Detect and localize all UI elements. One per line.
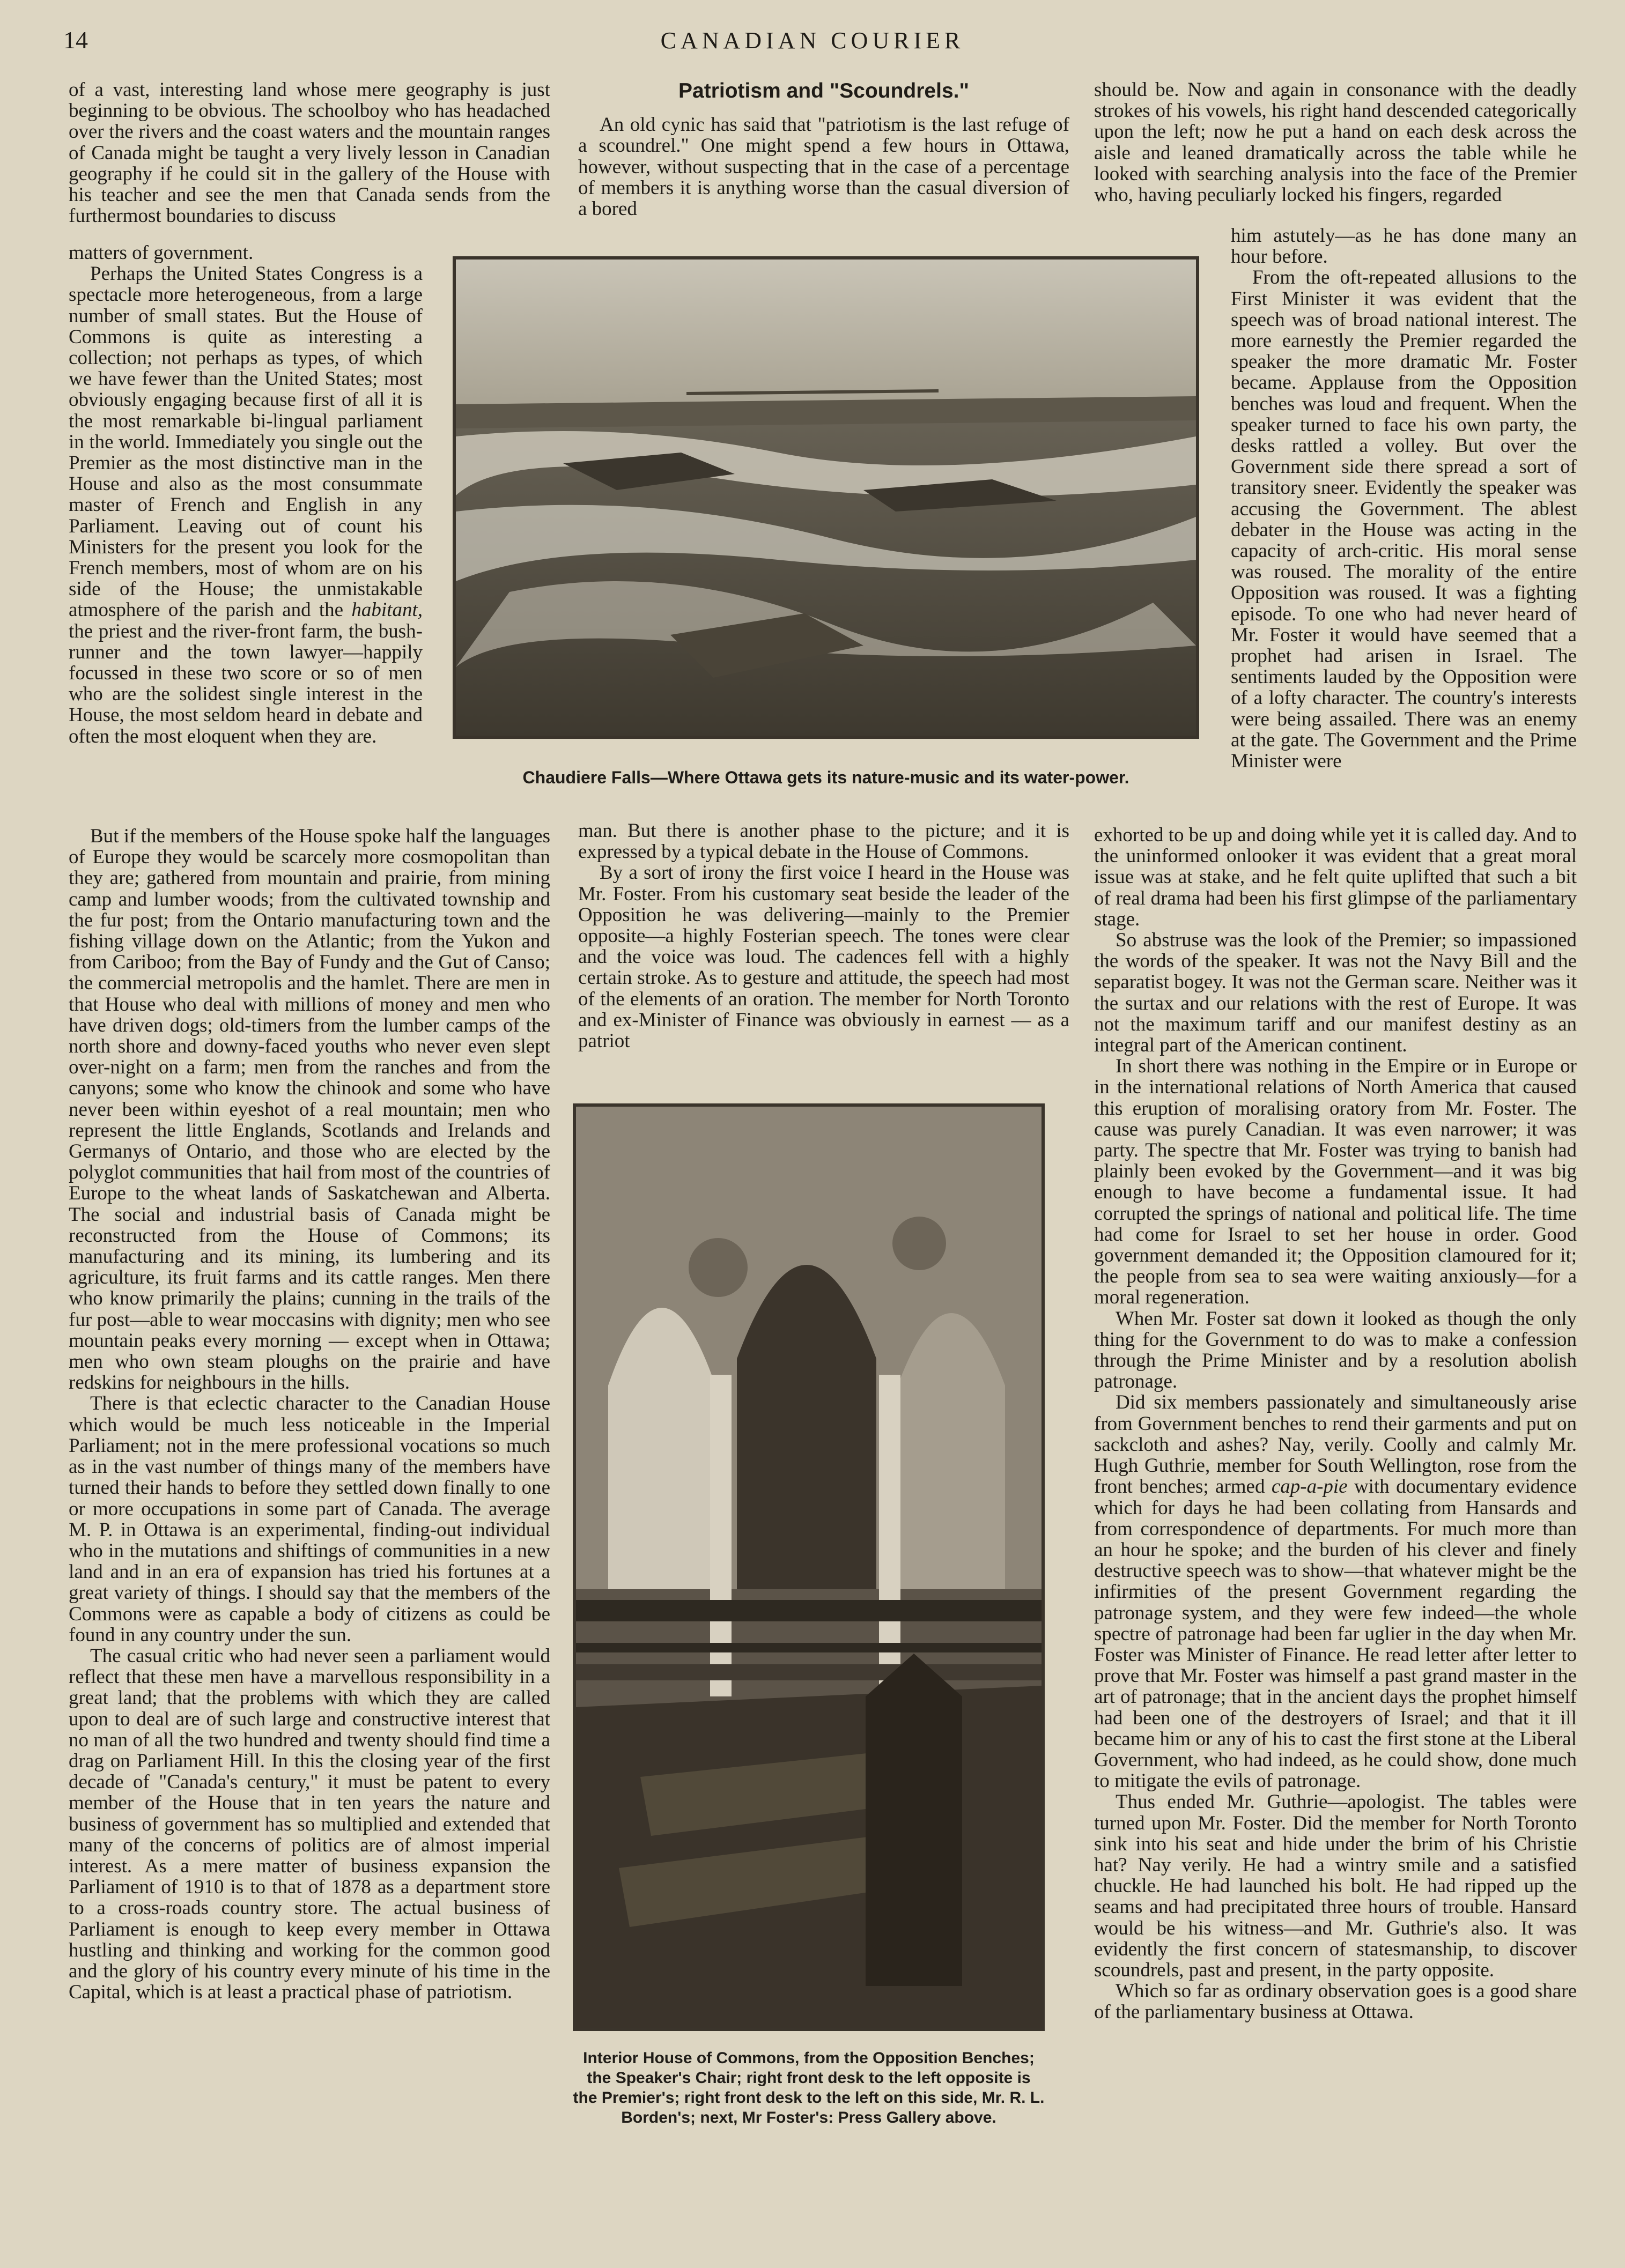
paragraph: should be. Now and again in consonance with the deadly strokes of his vowels, his right hand descended categorically upon the left; now he put a hand on each desk across the aisle and leaned dramatically across the table while he looked with searching analysis into the face of the Premier who, having peculiarly locked his fingers, regarded (1094, 79, 1577, 206)
house-of-commons-photograph (573, 1103, 1045, 2031)
paragraph: of a vast, interesting land whose mere geography is just beginning to be obvious. The schoolboy who has headached over the rivers and the coast waters and the mountain ranges of Canada might be taught a very lively lesson in Canadian geography if he could sit in the gallery of the House with his teacher and see the men that Canada sends from the furthermost boundaries to discuss (69, 79, 550, 227)
commons-interior-illustration (576, 1107, 1042, 2028)
paragraph: The casual critic who had never seen a parliament would reflect that these men have a marvellous responsibility in a great land; that the problems with which they are called upon to deal are of such large and constructive interest that no man of all the two hundred and twenty should find time a drag on Parliament Hill. In this the closing year of the first decade of "Canada's century," it must be patent to every member of the House that in ten years the nature and business of government has so multiplied and extended that many of the concerns of politics are of almost imperial interest. As a mere matter of business expansion the Parliament of 1910 is to that of 1878 as a department store to a cross-roads country store. The actual business of Parliament is enough to keep every member in Ottawa hustling and thinking and working for the common good and the glory of his country every minute of his time in the Capital, which is at least a practical phase of patriotism. (69, 1644, 550, 2004)
column-1-main (69, 826, 550, 2003)
paragraph: By a sort of irony the first voice I heard in the House was Mr. Foster. From his customary seat beside the leader of the Opposition he was delivering—mainly to the Premier opposite—a highly Fosterian speech. The tones were clear and the voice was loud. The cadences fell with a highly certain stroke. As to gesture and attitude, the speech had most of the elements of an oration. The member for North Toronto and ex-Minister of Finance was obviously in earnest — as a patriot (578, 862, 1069, 1053)
column-2-top (578, 80, 1069, 219)
falls-photograph (453, 256, 1199, 739)
paragraph: Perhaps the United States Congress is a spectacle more heterogeneous, from a large number of small states. But the House of Commons is quite as interesting a collection; not perhaps as types, of which we have fewer than the United States; most obviously engaging because first of all it is the most remarkable bi-lingual parliament in the world. Immediately you single out the Premier as the most distinctive man in the House and also as the most consummate master of French and English in any Parliament. Leaving out of count his Ministers for the present you look for the French members, most of whom are on his side of the House; the unmistakable atmosphere of the parish and the habitant, the priest and the river-front farm, the bush-runner and the town lawyer—happily focussed in these two score or so of men who are the solidest single interest in the House, the most seldom heard in debate and often the most eloquent when they are. (69, 263, 423, 747)
italic-term: cap-a-pie (1271, 1476, 1348, 1498)
paragraph: him astutely—as he has done many an hour before. (1231, 225, 1577, 268)
column-2-mid (578, 820, 1069, 1051)
column-3-main (1094, 825, 1577, 2023)
paragraph: Did six members passionately and simultaneously arise from Government benches to rend their garments and put on sackcloth and ashes? Nay, verily. Coolly and calmly Mr. Hugh Guthrie, member for South Wellington, rose from the front benches; armed cap-a-pie with documentary evidence which for days he had been collating from Hansards and from correspondence of departments. For much more than an hour he spoke; and the burden of his clever and finely destructive speech was to show—that whatever might be the infirmities of the present Government regarding the patronage system, and they were few indeed—the whole spectre of patronage had been far uglier in the day when Mr. Foster was Minister of Finance. He read letter after letter to prove that Mr. Foster was himself a past grand master in the art of patronage; that in the ancient days the prophet himself had been one of the destroyers of Israel; and that it ill became him or any of his to cast the first stone at the Liberal Government, who had indeed, as he could show, done much to mitigate the evils of patronage. (1094, 1391, 1577, 1792)
column-1-top (69, 79, 550, 226)
falls-photo-illustration (456, 260, 1196, 736)
paragraph: But if the members of the House spoke half the languages of Europe they would be scarcely more cosmopolitan than they are; gathered from mountain and prairie, from mining camp and lumber woods; from the cultivated township and the fur post; from the Ontario manufacturing town and the fishing village down on the Atlantic; from the Yukon and from Cariboo; from the Bay of Fundy and the Gut of Canso; the commercial metropolis and the hamlet. There are men in that House who deal with millions of money and men who have driven dogs; old-timers from the lumber camps of the north shore and downy-faced youths who never even slept over-night on a farm; men from the ranches and from the canyons; some who know the chinook and some who have never been within eyeshot of a real mountain; men who represent the little Englands, Scotlands and Irelands and Germanys of Ontario, and those who are elected by the polyglot communities that hail from most of the countries of Europe to the wheat lands of Saskatchewan and Alberta. The social and industrial basis of Canada might be reconstructed from the House of Commons; its manufacturing and its mining, its lumbering and its agriculture, its fruit farms and its cattle ranges. Men there who know primarily the plains; cunning in the trails of the fur post—able to wear moccasins with dignity; men who see mountain peaks every morning — except when in Ottawa; men who own steam ploughs on the prairie and have redskins for neighbours in the hills. (69, 825, 550, 1394)
column-1-narrow (69, 242, 423, 747)
column-3-top (1094, 79, 1577, 205)
masthead-title: CANADIAN COURIER (660, 27, 965, 54)
column-3-narrow (1231, 225, 1577, 772)
falls-caption: Chaudiere Falls—Where Ottawa gets its nature-music and its water-power. (522, 768, 1129, 787)
paragraph: In short there was nothing in the Empire or in Europe or in the international relations of North America that caused this eruption of moralising oratory from Mr. Foster. The cause was purely Canadian. It was even narrower; it was party. The spectre that Mr. Foster was trying to banish had plainly been evoked by the Government—and it was big enough to have become a fundamental issue. It had corrupted the springs of national and political life. The time had come for Israel to set her house in order. Good government demanded it; the Opposition clamoured for it; the people from sea to sea were waiting anxiously—for a moral regeneration. (1094, 1055, 1577, 1309)
paragraph: There is that eclectic character to the Canadian House which would be much less noticeable in the Imperial Parliament; not in the mere professional vocations so much as in the vast number of things many of the members have turned their hands to before they settled down finally to one or more occupations in some part of Canada. The average M. P. in Ottawa is an experimental, finding-out individual who in the mutations and shiftings of communities in a new land and in an era of expansion has tried his fortunes at a great variety of things. I should say that the members of the Commons were as capable a body of citizens as could be found in any country under the sun. (69, 1392, 550, 1646)
italic-term: habitant, (351, 599, 423, 621)
paragraph: When Mr. Foster sat down it looked as though the only thing for the Government to do was to make a confession through the Prime Minister and by a resolution abolish patronage. (1094, 1307, 1577, 1393)
paragraph: So abstruse was the look of the Premier; so impassioned the words of the speaker. It was not the Navy Bill and the separatist bogey. It was not the German scare. Neither was it the surtax and our relations with the rest of Europe. It was not the maximum tariff and our manifest destiny as an integral part of the American continent. (1094, 929, 1577, 1057)
paragraph: exhorted to be up and doing while yet it is called day. And to the uninformed onlooker it was evident that a great moral issue was at stake, and he felt quite uplifted that such a bit of real drama had been his first glimpse of the parliamentary stage. (1094, 824, 1577, 930)
paragraph: Which so far as ordinary observation goes is a good share of the parliamentary business at Ottawa. (1094, 1980, 1577, 2024)
paragraph: man. But there is another phase to the picture; and it is expressed by a typical debate in the House of Commons. (578, 820, 1069, 863)
paragraph: From the oft-repeated allusions to the First Minister it was evident that the speech was of broad national interest. The more earnestly the Premier regarded the speaker the more dramatic Mr. Foster became. Applause from the Opposition benches was loud and frequent. When the speaker turned to face his own party, the desks rattled a volley. But over the Government side there spread a sort of transitory sneer. Evidently the speaker was accusing the Government. The ablest debater in the House was acting in the capacity of arch-critic. His moral sense was roused. The morality of the entire Opposition was roused. It was a fighting episode. To one who had never heard of Mr. Foster it would have seemed that a prophet had arisen in Israel. The sentiments lauded by the Opposition were of a lofty character. The country's interests were being assailed. There was an enemy at the gate. The Government and the Prime Minister were (1231, 266, 1577, 773)
paragraph: Thus ended Mr. Guthrie—apologist. The tables were turned upon Mr. Foster. Did the member for North Toronto sink into his seat and hide under the brim of his Christie hat? Nay verily. He had a wintry smile and a satisfied chuckle. He had launched his bolt. He had ripped up the seams and had precipitated three hours of trouble. Hansard would be his witness—and Mr. Guthrie's also. It was evidently the first concern of statesmanship, to discover scoundrels, past and present, in the party opposite. (1094, 1791, 1577, 1981)
paragraph: An old cynic has said that "patriotism is the last refuge of a scoundrel." One might spend a few hours in Ottawa, however, without suspecting that in the case of a percentage of members it is anything worse than the casual diversion of a bored (578, 114, 1069, 220)
interior-caption: Interior House of Commons, from the Opposition Benches; the Speaker's Chair; right front desk to the left opposite is the Premier's; right front desk to the left on this side, Mr. R. L. Borden's; next, Mr Foster's: Press Gallery above. (573, 2049, 1045, 2126)
paragraph: matters of government. (69, 242, 254, 264)
page-number: 14 (63, 26, 88, 54)
section-heading: Patriotism and "Scoundrels." (678, 79, 969, 102)
